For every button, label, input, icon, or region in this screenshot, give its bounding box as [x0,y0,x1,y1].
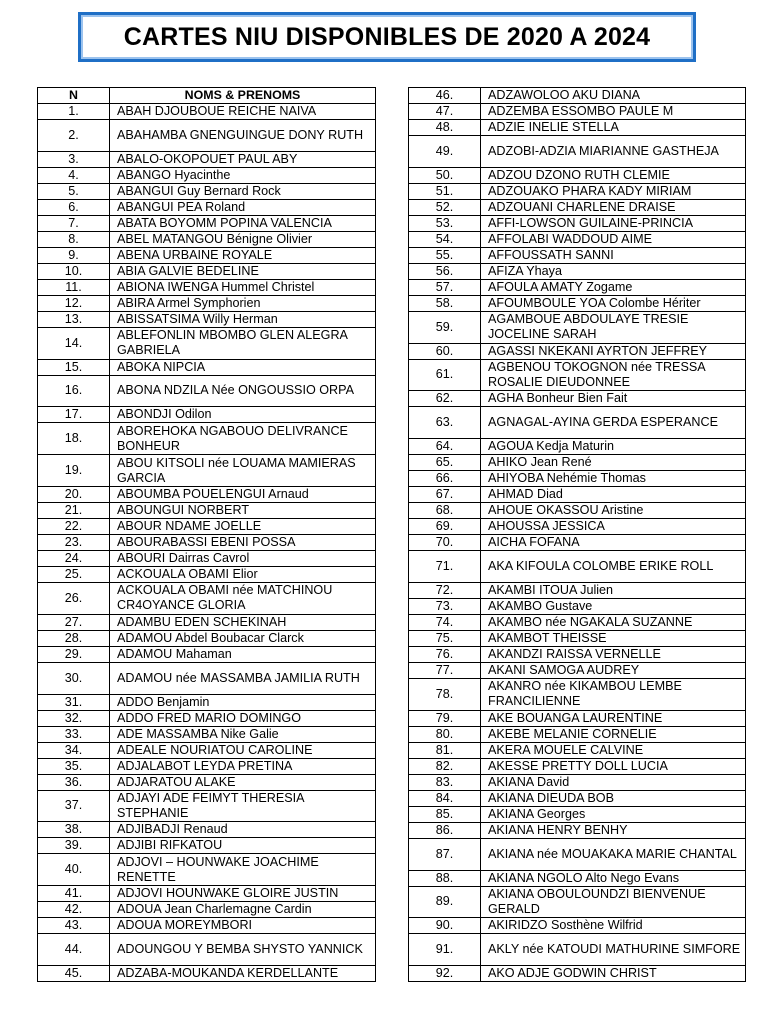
row-name: ADAMOU Mahaman [110,646,376,662]
row-number: 20. [38,486,110,502]
row-name: ABLEFONLIN MBOMBO GLEN ALEGRA GABRIELA [110,327,376,359]
row-name: ABATA BOYOMM POPINA VALENCIA [110,215,376,231]
row-number: 23. [38,534,110,550]
table-row [409,295,746,311]
table-row [38,550,376,566]
table-row [409,758,746,774]
row-number: 21. [38,502,110,518]
row-name: ADJOVI HOUNWAKE GLOIRE JUSTIN [110,886,376,902]
row-number: 66. [409,471,481,487]
row-number: 81. [409,742,481,758]
table-row [38,518,376,534]
table-row [38,295,376,311]
row-name: ADAMBU EDEN SCHEKINAH [110,614,376,630]
row-number: 77. [409,662,481,678]
table-row [409,838,746,870]
row-number: 1. [38,104,110,120]
row-name: ADOUNGOU Y BEMBA SHYSTO YANNICK [110,934,376,966]
row-number: 61. [409,359,481,391]
row-number: 33. [38,726,110,742]
row-name: ACKOUALA OBAMI Elior [110,566,376,582]
row-name: AKIANA Georges [481,806,746,822]
row-number: 84. [409,790,481,806]
row-number: 28. [38,630,110,646]
row-number: 18. [38,423,110,455]
row-name: ADZEMBA ESSOMBO PAULE M [481,104,746,120]
table-row [409,471,746,487]
row-number: 10. [38,263,110,279]
table-row [409,104,746,120]
row-number: 36. [38,774,110,790]
row-name: AHIKO Jean René [481,455,746,471]
table-row [409,630,746,646]
table-row [38,726,376,742]
row-name: AKAMBO née NGAKALA SUZANNE [481,614,746,630]
row-number: 68. [409,503,481,519]
table-row [38,455,376,487]
row-name: AGOUA Kedja Maturin [481,439,746,455]
table-row [38,854,376,886]
table-row [38,694,376,710]
row-name: ADDO FRED MARIO DOMINGO [110,710,376,726]
row-name: ABIONA IWENGA Hummel Christel [110,279,376,295]
row-name: ABIRA Armel Symphorien [110,295,376,311]
table-row [409,551,746,583]
column-header-n: N [38,88,110,104]
row-number: 39. [38,838,110,854]
row-name: AFIZA Yhaya [481,263,746,279]
table-row [409,231,746,247]
row-name: ACKOUALA OBAMI née MATCHINOU CR4OYANCE GLORIA [110,582,376,614]
row-number: 85. [409,806,481,822]
row-number: 19. [38,455,110,487]
row-number: 41. [38,886,110,902]
table-row [409,806,746,822]
row-number: 40. [38,854,110,886]
row-number: 74. [409,614,481,630]
row-name: ADZOU DZONO RUTH CLEMIE [481,167,746,183]
row-name: AHMAD Diad [481,487,746,503]
row-number: 62. [409,391,481,407]
table-row [38,199,376,215]
row-number: 29. [38,646,110,662]
row-name: ADOUA Jean Charlemagne Cardin [110,902,376,918]
table-row [409,966,746,982]
row-name: ADZIE INELIE STELLA [481,120,746,136]
row-name: AKANI SAMOGA AUDREY [481,662,746,678]
row-name: ADZOUAKO PHARA KADY MIRIAM [481,183,746,199]
row-name: ADJALABOT LEYDA PRETINA [110,758,376,774]
row-name: ABAHAMBA GNENGUINGUE DONY RUTH [110,120,376,152]
row-number: 42. [38,902,110,918]
row-number: 80. [409,726,481,742]
row-name: ADAMOU née MASSAMBA JAMILIA RUTH [110,662,376,694]
row-name: ADJAYI ADE FEIMYT THERESIA STEPHANIE [110,790,376,822]
row-number: 76. [409,646,481,662]
row-number: 35. [38,758,110,774]
table-row [38,822,376,838]
table-row [409,870,746,886]
row-name: ADJOVI – HOUNWAKE JOACHIME RENETTE [110,854,376,886]
row-number: 82. [409,758,481,774]
table-row [38,231,376,247]
row-number: 13. [38,311,110,327]
row-name: ABISSATSIMA Willy Herman [110,311,376,327]
row-number: 46. [409,88,481,104]
row-name: ABOUR NDAME JOELLE [110,518,376,534]
table-row [38,359,376,375]
table-header-row [38,88,376,104]
table-row [38,965,376,981]
row-number: 49. [409,136,481,168]
table-row [38,375,376,407]
row-number: 57. [409,279,481,295]
table-row [38,742,376,758]
row-name: ABONA NDZILA Née ONGOUSSIO ORPA [110,375,376,407]
table-row [38,423,376,455]
row-number: 45. [38,965,110,981]
names-table-left [37,87,376,982]
row-name: AKAMBI ITOUA Julien [481,582,746,598]
row-name: ABOU KITSOLI née LOUAMA MAMIERAS GARCIA [110,455,376,487]
row-name: ADEALE NOURIATOU CAROLINE [110,742,376,758]
row-number: 65. [409,455,481,471]
row-name: AHOUE OKASSOU Aristine [481,503,746,519]
row-number: 69. [409,519,481,535]
row-name: AKIANA DIEUDA BOB [481,790,746,806]
table-row [38,566,376,582]
row-number: 9. [38,247,110,263]
table-row [409,391,746,407]
table-row [409,614,746,630]
row-name: ABAH DJOUBOUE REICHE NAIVA [110,104,376,120]
row-number: 17. [38,407,110,423]
table-row [409,598,746,614]
table-row [38,183,376,199]
row-name: ABANGO Hyacinthe [110,167,376,183]
table-row [409,247,746,263]
row-number: 6. [38,199,110,215]
table-row [38,614,376,630]
row-number: 88. [409,870,481,886]
row-number: 92. [409,966,481,982]
table-row [38,790,376,822]
row-number: 15. [38,359,110,375]
row-name: AKESSE PRETTY DOLL LUCIA [481,758,746,774]
row-number: 87. [409,838,481,870]
table-row [38,407,376,423]
table-row [409,519,746,535]
row-name: ABANGUI Guy Bernard Rock [110,183,376,199]
row-number: 48. [409,120,481,136]
table-row [38,710,376,726]
table-row [38,120,376,152]
row-number: 11. [38,279,110,295]
row-number: 72. [409,582,481,598]
row-name: ABOREHOKA NGABOUO DELIVRANCE BONHEUR [110,423,376,455]
table-row [409,822,746,838]
row-name: AGNAGAL-AYINA GERDA ESPERANCE [481,407,746,439]
row-name: ABEL MATANGOU Bénigne Olivier [110,231,376,247]
table-row [38,215,376,231]
row-number: 70. [409,535,481,551]
row-name: AKANDZI RAISSA VERNELLE [481,646,746,662]
row-number: 91. [409,934,481,966]
row-name: ABOKA NIPCIA [110,359,376,375]
row-number: 83. [409,774,481,790]
table-row [38,104,376,120]
table-row [38,311,376,327]
row-number: 38. [38,822,110,838]
row-number: 25. [38,566,110,582]
table-row [409,88,746,104]
row-number: 52. [409,199,481,215]
row-name: ADJIBADJI Renaud [110,822,376,838]
row-number: 3. [38,151,110,167]
row-number: 54. [409,231,481,247]
table-row [38,502,376,518]
row-name: AKERA MOUELE CALVINE [481,742,746,758]
table-row [38,534,376,550]
row-name: AKIANA née MOUAKAKA MARIE CHANTAL [481,838,746,870]
row-number: 8. [38,231,110,247]
table-row [38,167,376,183]
row-name: ADDO Benjamin [110,694,376,710]
row-number: 26. [38,582,110,614]
table-row [409,726,746,742]
table-row [38,918,376,934]
row-name: ABONDJI Odilon [110,407,376,423]
row-name: AHOUSSA JESSICA [481,519,746,535]
row-number: 75. [409,630,481,646]
row-name: AKLY née KATOUDI MATHURINE SIMFORE [481,934,746,966]
table-row [409,790,746,806]
row-number: 22. [38,518,110,534]
row-name: ABANGUI PEA Roland [110,199,376,215]
table-row [409,311,746,343]
row-number: 63. [409,407,481,439]
row-name: AFOULA AMATY Zogame [481,279,746,295]
row-name: ABOUMBA POUELENGUI Arnaud [110,486,376,502]
row-name: AHIYOBA Nehémie Thomas [481,471,746,487]
table-row [409,199,746,215]
row-name: AKIRIDZO Sosthène Wilfrid [481,918,746,934]
table-row [38,838,376,854]
row-number: 58. [409,295,481,311]
row-number: 78. [409,678,481,710]
row-name: ADE MASSAMBA Nike Galie [110,726,376,742]
table-row [38,327,376,359]
row-number: 16. [38,375,110,407]
table-row [409,582,746,598]
row-number: 73. [409,598,481,614]
row-name: ADJIBI RIFKATOU [110,838,376,854]
row-number: 56. [409,263,481,279]
row-number: 37. [38,790,110,822]
table-row [38,758,376,774]
row-name: AGASSI NKEKANI AYRTON JEFFREY [481,343,746,359]
table-row [38,662,376,694]
row-name: AFFOLABI WADDOUD AIME [481,231,746,247]
row-number: 50. [409,167,481,183]
table-row [409,359,746,391]
row-name: AFFI-LOWSON GUILAINE-PRINCIA [481,215,746,231]
table-row [409,279,746,295]
row-number: 27. [38,614,110,630]
table-row [38,934,376,966]
table-row [409,774,746,790]
names-table-right [408,87,746,982]
table-row [409,215,746,231]
table-row [38,646,376,662]
row-number: 24. [38,550,110,566]
row-number: 44. [38,934,110,966]
table-row [409,742,746,758]
row-number: 55. [409,247,481,263]
row-name: ADJARATOU ALAKE [110,774,376,790]
row-number: 71. [409,551,481,583]
row-number: 31. [38,694,110,710]
table-row [38,630,376,646]
row-number: 51. [409,183,481,199]
row-name: ABALO-OKOPOUET PAUL ABY [110,151,376,167]
row-number: 34. [38,742,110,758]
row-name: AKAMBOT THEISSE [481,630,746,646]
row-number: 79. [409,710,481,726]
table-row [409,263,746,279]
table-row [409,455,746,471]
row-name: AKA KIFOULA COLOMBE ERIKE ROLL [481,551,746,583]
row-name: AKIANA HENRY BENHY [481,822,746,838]
row-name: AKANRO née KIKAMBOU LEMBE FRANCILIENNE [481,678,746,710]
row-number: 7. [38,215,110,231]
table-row [409,439,746,455]
row-number: 64. [409,439,481,455]
table-row [38,902,376,918]
row-name: AKAMBO Gustave [481,598,746,614]
table-row [409,646,746,662]
table-row [409,662,746,678]
row-name: ADOUA MOREYMBORI [110,918,376,934]
row-name: AKO ADJE GODWIN CHRIST [481,966,746,982]
table-row [409,167,746,183]
row-name: ADZOUANI CHARLENE DRAISE [481,199,746,215]
row-name: AKIANA NGOLO Alto Nego Evans [481,870,746,886]
row-number: 12. [38,295,110,311]
table-row [409,120,746,136]
row-name: AGAMBOUE ABDOULAYE TRESIE JOCELINE SARAH [481,311,746,343]
table-row [38,151,376,167]
table-row [38,486,376,502]
table-row [409,503,746,519]
table-row [38,582,376,614]
table-row [409,678,746,710]
row-number: 32. [38,710,110,726]
row-name: ADZOBI-ADZIA MIARIANNE GASTHEJA [481,136,746,168]
row-name: AFFOUSSATH SANNI [481,247,746,263]
row-name: ABIA GALVIE BEDELINE [110,263,376,279]
row-name: ABOUNGUI NORBERT [110,502,376,518]
row-number: 67. [409,487,481,503]
row-name: ABOURABASSI EBENI POSSA [110,534,376,550]
table-row [38,886,376,902]
table-row [409,918,746,934]
row-number: 5. [38,183,110,199]
row-name: AKIANA David [481,774,746,790]
row-name: ABOURI Dairras Cavrol [110,550,376,566]
row-name: ADZAWOLOO AKU DIANA [481,88,746,104]
row-name: AGBENOU TOKOGNON née TRESSA ROSALIE DIEUDONNEE [481,359,746,391]
table-row [38,247,376,263]
table-row [409,183,746,199]
column-header-name: NOMS & PRENOMS [110,88,376,104]
row-name: AKEBE MELANIE CORNELIE [481,726,746,742]
table-row [409,487,746,503]
table-row [38,263,376,279]
row-name: ABENA URBAINE ROYALE [110,247,376,263]
table-row [409,407,746,439]
row-number: 4. [38,167,110,183]
row-name: AICHA FOFANA [481,535,746,551]
table-row [38,774,376,790]
title-box [78,12,696,62]
table-row [38,279,376,295]
row-number: 90. [409,918,481,934]
table-row [409,136,746,168]
table-row [409,710,746,726]
row-number: 14. [38,327,110,359]
row-number: 53. [409,215,481,231]
row-name: ADAMOU Abdel Boubacar Clarck [110,630,376,646]
row-name: AGHA Bonheur Bien Fait [481,391,746,407]
row-number: 60. [409,343,481,359]
document-title: CARTES NIU DISPONIBLES DE 2020 A 2024 [123,22,651,51]
row-number: 59. [409,311,481,343]
table-row [409,934,746,966]
row-number: 86. [409,822,481,838]
row-name: AFOUMBOULE YOA Colombe Hériter [481,295,746,311]
row-name: AKE BOUANGA LAURENTINE [481,710,746,726]
table-row [409,343,746,359]
row-number: 30. [38,662,110,694]
row-number: 89. [409,886,481,918]
row-number: 43. [38,918,110,934]
table-row [409,535,746,551]
row-name: ADZABA-MOUKANDA KERDELLANTE [110,965,376,981]
row-number: 47. [409,104,481,120]
table-row [409,886,746,918]
row-name: AKIANA OBOULOUNDZI BIENVENUE GERALD [481,886,746,918]
row-number: 2. [38,120,110,152]
